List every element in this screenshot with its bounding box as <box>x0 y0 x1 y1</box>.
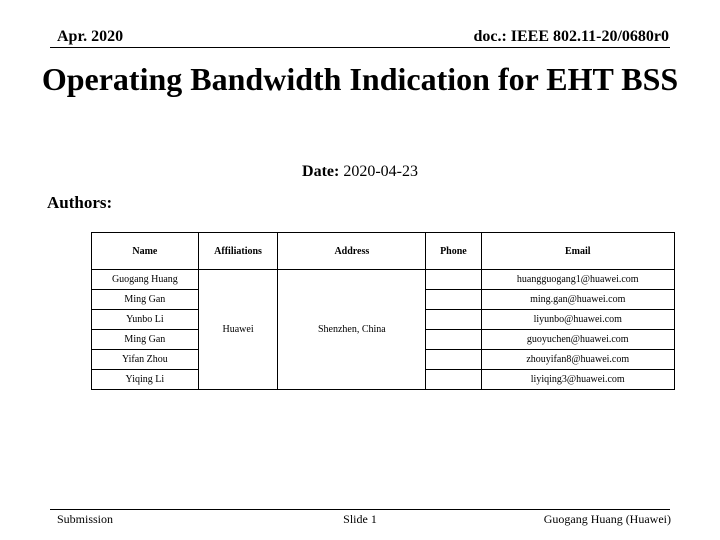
authors-table <box>91 232 675 390</box>
header-doc-id: doc.: IEEE 802.11-20/0680r0 <box>473 28 669 45</box>
author-name: Yifan Zhou <box>92 350 199 370</box>
author-address: Shenzhen, China <box>278 270 426 390</box>
date-value: 2020-04-23 <box>339 163 418 180</box>
table-header-row <box>92 233 675 270</box>
header-rule <box>50 47 670 48</box>
author-email: huangguogang1@huawei.com <box>481 270 675 290</box>
author-phone <box>426 270 481 290</box>
author-phone <box>426 330 481 350</box>
author-name: Ming Gan <box>92 330 199 350</box>
author-phone <box>426 370 481 390</box>
author-email: zhouyifan8@huawei.com <box>481 350 675 370</box>
header-phone: Phone <box>426 233 481 270</box>
author-affiliation: Huawei <box>198 270 278 390</box>
header-name: Name <box>92 233 199 270</box>
table-row <box>92 270 675 290</box>
footer-slide-number: Slide 1 <box>343 512 377 526</box>
author-email: guoyuchen@huawei.com <box>481 330 675 350</box>
slide-title: Operating Bandwidth Indication for EHT BSS <box>41 61 679 97</box>
footer-author: Guogang Huang (Huawei) <box>543 512 671 526</box>
footer-submission: Submission <box>57 512 114 526</box>
author-name: Guogang Huang <box>92 270 199 290</box>
footer-rule <box>50 509 670 510</box>
author-name: Yunbo Li <box>92 310 199 330</box>
date-line <box>0 163 720 181</box>
author-phone <box>426 350 481 370</box>
author-email: liyiqing3@huawei.com <box>481 370 675 390</box>
header-address: Address <box>278 233 426 270</box>
header-date: Apr. 2020 <box>57 28 124 45</box>
author-phone <box>426 310 481 330</box>
authors-label: Authors: <box>47 193 113 212</box>
author-email: liyunbo@huawei.com <box>481 310 675 330</box>
header-email: Email <box>481 233 675 270</box>
author-name: Ming Gan <box>92 290 199 310</box>
date-label: Date: <box>302 163 340 180</box>
author-email: ming.gan@huawei.com <box>481 290 675 310</box>
author-name: Yiqing Li <box>92 370 199 390</box>
author-phone <box>426 290 481 310</box>
header-affiliations: Affiliations <box>198 233 278 270</box>
